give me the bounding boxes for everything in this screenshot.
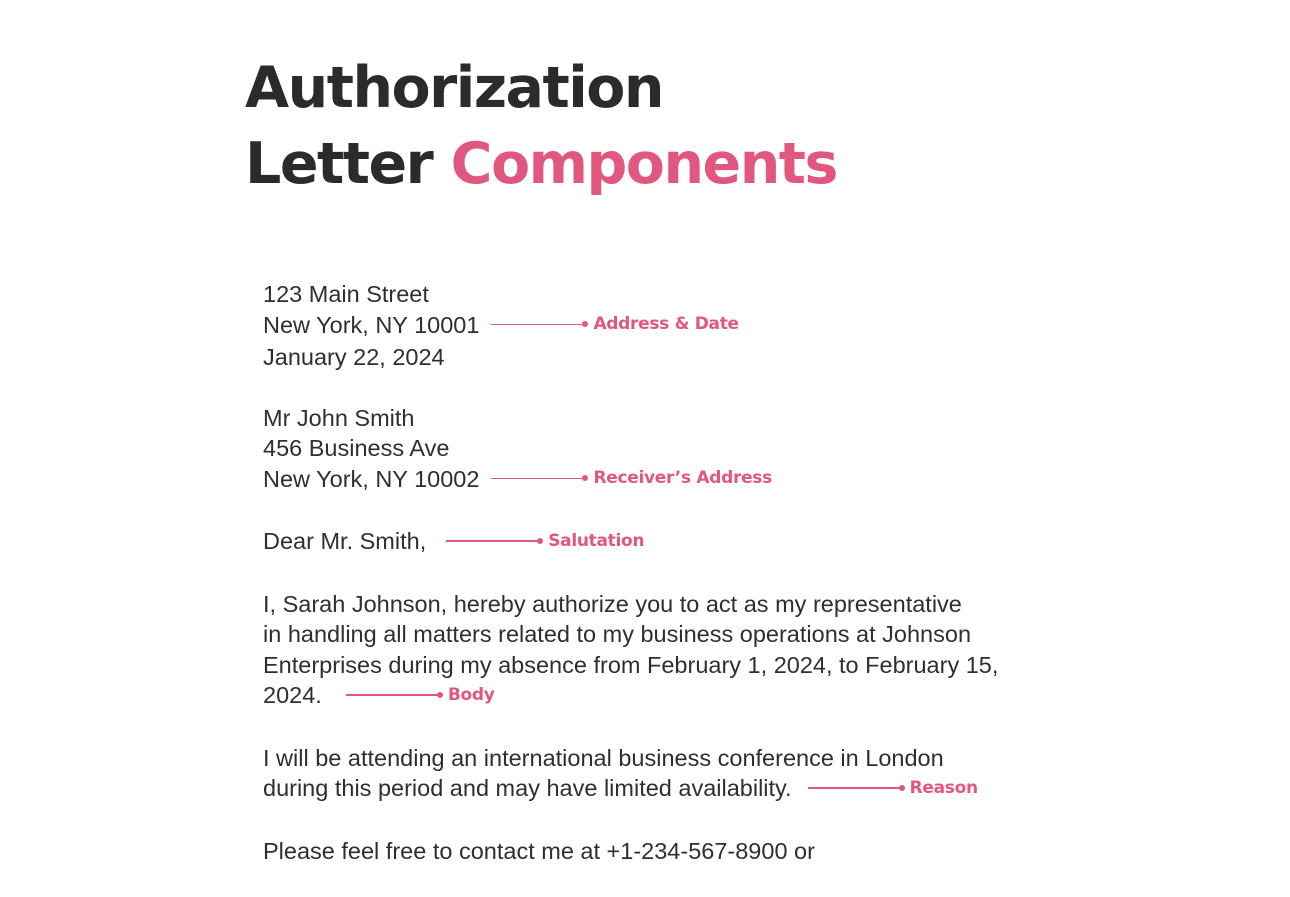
salutation-line xyxy=(263,526,1263,558)
body-block xyxy=(263,589,1263,713)
sender-city: New York, NY 10001 xyxy=(263,311,480,338)
body-line: I, Sarah Johnson, hereby authorize you to act as my representative xyxy=(263,590,962,617)
connector-line xyxy=(491,324,585,326)
receiver-city: New York, NY 10002 xyxy=(263,465,480,492)
receiver-address-block xyxy=(263,403,1263,496)
callout-label: Reason xyxy=(909,777,978,798)
callout-label: Body xyxy=(447,684,495,705)
title-accent-word: Components xyxy=(450,131,837,197)
sender-date: January 22, 2024 xyxy=(263,343,445,370)
connector-line xyxy=(446,540,540,542)
connector-line xyxy=(346,694,440,696)
sender-city-line xyxy=(263,310,1263,342)
body-line: Enterprises during my absence from February 1, 2024, to February 15, xyxy=(263,651,999,678)
title-line-2 xyxy=(245,126,837,202)
salutation-text: Dear Mr. Smith, xyxy=(263,528,427,555)
sender-street: 123 Main Street xyxy=(263,281,429,307)
receiver-street: 456 Business Ave xyxy=(263,435,450,462)
reason-line: I will be attending an international business conference in London xyxy=(263,744,944,771)
callout-reason xyxy=(808,773,978,804)
page-title xyxy=(245,50,837,202)
contact-line: Please feel free to contact me at +1-234-567-8900 or xyxy=(263,837,815,864)
reason-block xyxy=(263,743,1263,806)
body-last-line xyxy=(263,680,1263,712)
body-line: 2024. xyxy=(263,682,322,709)
receiver-city-line xyxy=(263,464,1263,496)
connector-line xyxy=(808,787,902,789)
sender-address-block xyxy=(263,279,1263,372)
letter-sample xyxy=(263,279,1263,897)
callout-salutation xyxy=(446,526,644,557)
callout-label: Salutation xyxy=(548,530,645,551)
callout-address-date xyxy=(491,309,738,340)
title-line-1: Authorization xyxy=(245,55,663,121)
reason-line: during this period and may have limited availability. xyxy=(263,775,792,802)
callout-label: Receiver’s Address xyxy=(593,468,772,489)
title-dark-word: Letter xyxy=(245,131,433,197)
callout-label: Address & Date xyxy=(593,314,739,335)
salutation-block xyxy=(263,526,1263,558)
callout-receiver-address xyxy=(491,463,772,494)
connector-line xyxy=(491,478,585,480)
receiver-name: Mr John Smith xyxy=(263,404,415,431)
contact-block xyxy=(263,836,1263,867)
reason-last-line xyxy=(263,773,1263,805)
body-line: in handling all matters related to my business operations at Johnson xyxy=(263,621,972,648)
callout-body xyxy=(346,680,495,711)
